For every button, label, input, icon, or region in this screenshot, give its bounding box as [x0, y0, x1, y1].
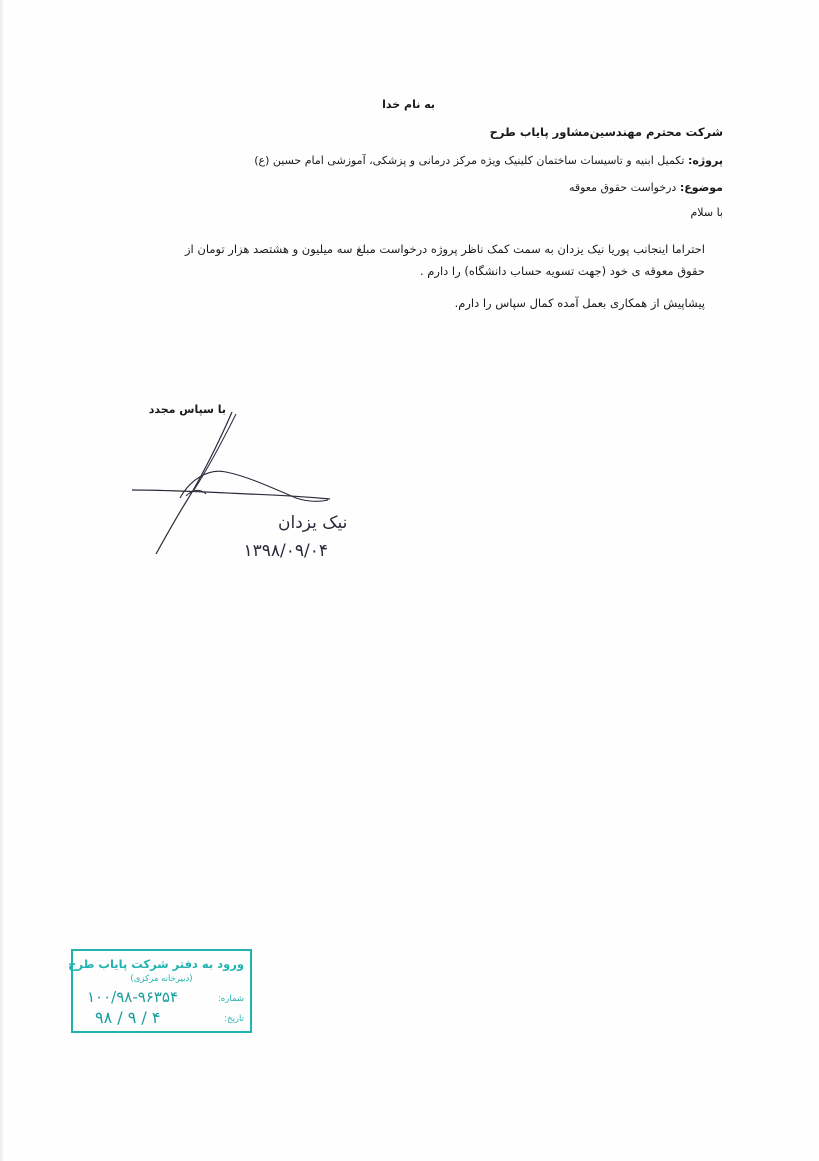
subject-line — [569, 180, 723, 196]
scan-edge-shadow — [0, 0, 4, 1161]
subject-text: درخواست حقوق معوقه — [568, 181, 677, 194]
project-text: تکمیل ابنیه و تاسیسات ساختمان کلینیک ویژه مرکز درمانی و پزشکی، آموزشی امام حسین (ع) — [254, 154, 685, 167]
closing-line: با سپاس مجدد — [148, 403, 226, 416]
body-paragraph-line-1: احتراما اینجانب پوریا نیک یزدان به سمت کمک ناظر پروژه درخواست مبلغ سه میلیون و هشتصد هزار تومان از — [185, 242, 705, 256]
basmala-heading: به نام خدا — [382, 98, 435, 111]
signature-name-text: نیک یزدان — [278, 513, 348, 533]
received-stamp — [68, 949, 252, 1033]
stamp-number-value: ۱۰۰/۹۸-۹۶۳۵۴ — [87, 988, 179, 1006]
greeting-line: با سلام — [690, 206, 723, 219]
recipient-line: شرکت محترم مهندسین‌مشاور پایاب طرح — [489, 125, 723, 139]
stamp-subtitle: (دبیرخانه مرکزی) — [130, 974, 193, 984]
stamp-date-label: تاریخ: — [224, 1014, 244, 1024]
handwritten-signature — [128, 410, 348, 561]
signature-date-text: ۱۳۹۸/۰۹/۰۴ — [243, 541, 328, 561]
project-line — [254, 153, 723, 169]
stamp-date-value: ۹۸ / ۹ / ۴ — [95, 1008, 161, 1027]
body-paragraph-line-3: پیشاپیش از همکاری بعمل آمده کمال سپاس را دارم. — [454, 296, 705, 310]
subject-label: موضوع: — [679, 181, 723, 194]
body-paragraph-line-2: حقوق معوقه ی خود (جهت تسویه حساب دانشگاه) را دارم . — [419, 264, 705, 278]
stamp-number-label: شماره: — [217, 994, 244, 1004]
project-label: پروژه: — [687, 154, 723, 167]
stamp-title: ورود به دفتر شرکت پایاب طرح — [68, 957, 244, 971]
